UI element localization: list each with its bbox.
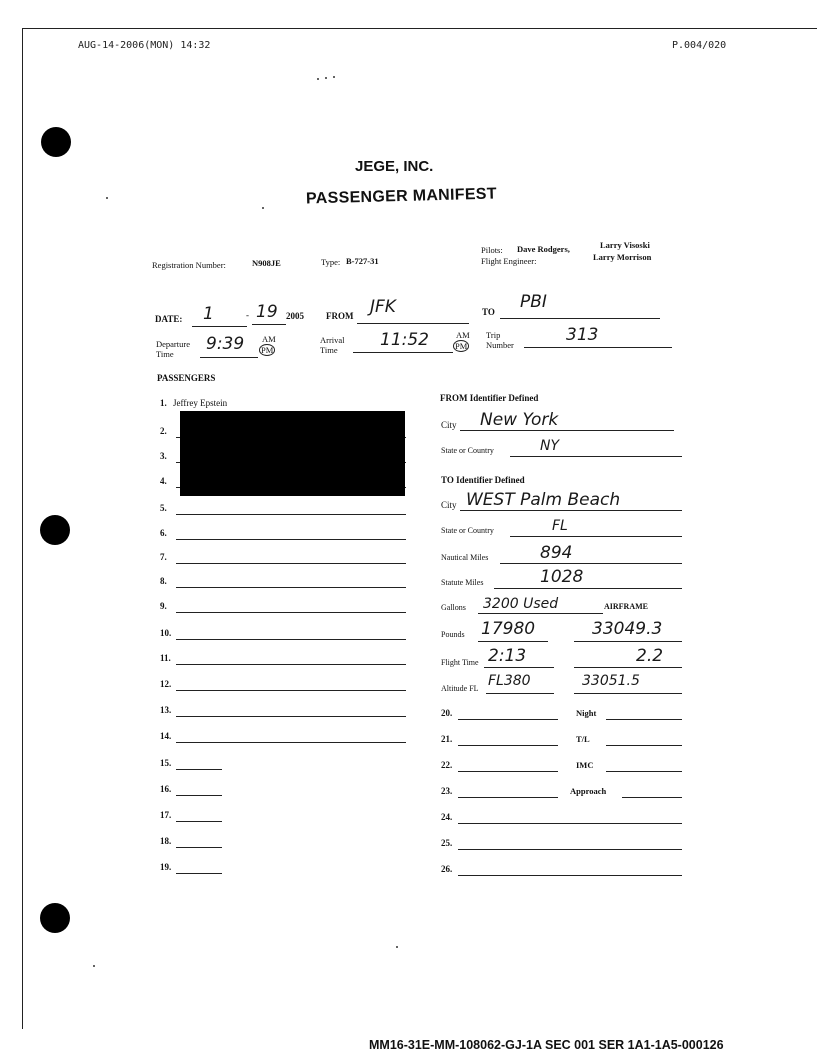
page-title: PASSENGER MANIFEST: [305, 185, 498, 208]
to-value: PBI: [520, 292, 547, 312]
arrival-am: AM: [456, 330, 470, 340]
passenger-row-number: 16.: [160, 784, 172, 794]
to-city-label: City: [441, 500, 457, 510]
pilots-value-2: Larry Visoski: [600, 240, 650, 250]
gallons-value: 3200 Used: [483, 596, 559, 612]
to-line: [500, 318, 660, 319]
scan-speck: [106, 197, 108, 199]
passenger-name-line: [176, 539, 406, 540]
passenger-name-line: [176, 742, 406, 743]
departure-line: [200, 357, 258, 358]
to-identifier-heading: TO Identifier Defined: [441, 475, 525, 485]
date-month-line: [192, 326, 247, 327]
passenger-name-line: [176, 664, 406, 665]
to-state-value: FL: [552, 518, 568, 534]
right-row-extra-label: T/L: [576, 734, 590, 744]
flight-time-line: [484, 667, 554, 668]
date-year: 2005: [286, 311, 304, 321]
departure-label: Departure: [156, 339, 190, 349]
date-label: DATE:: [155, 314, 183, 324]
passenger-name-line: [176, 716, 406, 717]
pounds-line: [478, 641, 548, 642]
to-state-line: [510, 536, 682, 537]
departure-am: AM: [262, 334, 276, 344]
type-value: B-727-31: [346, 256, 379, 266]
arrival-label: Arrival: [320, 335, 345, 345]
statute-miles-value: 1028: [540, 567, 584, 587]
passenger-row-number: 3.: [160, 451, 167, 461]
passenger-row-number: 11.: [160, 653, 171, 663]
engineer-value: Larry Morrison: [593, 252, 652, 262]
passenger-row-number: 17.: [160, 810, 172, 820]
date-day-line: [252, 324, 286, 325]
statute-miles-label: Statute Miles: [441, 578, 484, 587]
binder-hole-bottom: [40, 903, 70, 933]
binder-hole-top: [41, 127, 71, 157]
document-footer-id: MM16-31E-MM-108062-GJ-1A SEC 001 SER 1A1-1A5-000126: [369, 1038, 724, 1052]
trip-value: 313: [566, 325, 599, 345]
right-row-extra-line: [606, 719, 682, 720]
from-label: FROM: [326, 311, 354, 321]
passenger-name-line: [176, 563, 406, 564]
from-city-value: New York: [480, 410, 559, 430]
right-row-line: [458, 875, 682, 876]
fax-page-number: P.004/020: [672, 40, 727, 51]
gallons-line: [478, 613, 603, 614]
passenger-row-number: 7.: [160, 552, 167, 562]
to-state-label: State or Country: [441, 526, 494, 535]
arrival-line: [353, 352, 453, 353]
from-identifier-heading: FROM Identifier Defined: [440, 393, 539, 403]
right-row-number: 26.: [441, 864, 453, 874]
scan-speck: [317, 78, 319, 80]
gallons-label: Gallons: [441, 603, 466, 612]
passenger-row-number: 18.: [160, 836, 172, 846]
right-row-extra-line: [622, 797, 682, 798]
passenger-1-name: Jeffrey Epstein: [173, 398, 228, 408]
altitude-value: FL380: [488, 673, 531, 689]
page-frame: [22, 28, 817, 1029]
date-day-value: 19: [256, 302, 278, 322]
right-row-line: [458, 745, 558, 746]
right-row-number: 20.: [441, 708, 453, 718]
passenger-row-number: 5.: [160, 503, 167, 513]
passenger-row-number: 2.: [160, 426, 167, 436]
engineer-label: Flight Engineer:: [481, 256, 537, 266]
flight-time-value: 2:13: [488, 646, 527, 666]
passenger-row-number: 19.: [160, 862, 172, 872]
arrival-label-time: Time: [320, 345, 338, 355]
passenger-row-number: 8.: [160, 576, 167, 586]
passenger-row-number: 13.: [160, 705, 172, 715]
redaction-box: [180, 411, 405, 496]
passenger-name-line: [176, 769, 222, 770]
right-row-extra-label: Night: [576, 708, 597, 718]
arrival-pm-circled: PM: [455, 341, 468, 351]
to-city-line: [460, 510, 682, 511]
scan-speck: [262, 207, 264, 209]
altitude-airframe-value: 33051.5: [582, 673, 640, 689]
flight-time-label: Flight Time: [441, 658, 479, 667]
passenger-name-line: [176, 690, 406, 691]
departure-label-time: Time: [156, 349, 174, 359]
passenger-name-line: [176, 612, 406, 613]
right-row-line: [458, 771, 558, 772]
right-row-line: [458, 797, 558, 798]
right-row-number: 21.: [441, 734, 453, 744]
company-name: JEGE, INC.: [355, 158, 434, 175]
binder-hole-middle: [40, 515, 70, 545]
right-row-number: 24.: [441, 812, 453, 822]
scan-speck: [93, 965, 95, 967]
pounds-airframe-line: [574, 641, 682, 642]
fax-timestamp: AUG-14-2006(MON) 14:32: [78, 40, 211, 51]
passenger-name-line: [176, 821, 222, 822]
nautical-miles-label: Nautical Miles: [441, 553, 489, 562]
passenger-row-number: 1.: [160, 398, 167, 408]
nautical-miles-line: [500, 563, 682, 564]
right-row-extra-line: [606, 771, 682, 772]
altitude-airframe-line: [574, 693, 682, 694]
right-row-line: [458, 823, 682, 824]
date-separator: -: [246, 310, 249, 320]
from-value: JFK: [370, 297, 396, 317]
passenger-row-number: 6.: [160, 528, 167, 538]
scan-speck: [396, 946, 398, 948]
nautical-miles-value: 894: [540, 543, 573, 563]
right-row-number: 25.: [441, 838, 453, 848]
right-row-extra-label: Approach: [570, 786, 607, 796]
trip-label: Trip: [486, 330, 501, 340]
pounds-label: Pounds: [441, 630, 465, 639]
passenger-name-line: [176, 639, 406, 640]
right-row-line: [458, 719, 558, 720]
from-state-label: State or Country: [441, 446, 494, 455]
statute-miles-line: [494, 588, 682, 589]
from-state-line: [510, 456, 682, 457]
right-row-number: 22.: [441, 760, 453, 770]
passenger-row-number: 14.: [160, 731, 172, 741]
passenger-row-number: 4.: [160, 476, 167, 486]
from-line: [357, 323, 469, 324]
pilots-value: Dave Rodgers,: [517, 244, 570, 254]
right-row-line: [458, 849, 682, 850]
passengers-heading: PASSENGERS: [157, 373, 216, 383]
scan-speck: [333, 76, 335, 78]
from-city-line: [460, 430, 674, 431]
altitude-line: [486, 693, 554, 694]
from-state-value: NY: [540, 438, 560, 454]
passenger-name-line: [176, 847, 222, 848]
pounds-value: 17980: [481, 619, 536, 639]
flight-time-airframe-line: [574, 667, 682, 668]
scan-speck: [325, 77, 327, 79]
passenger-row-number: 15.: [160, 758, 172, 768]
from-city-label: City: [441, 420, 457, 430]
airframe-label: AIRFRAME: [604, 602, 648, 611]
trip-line: [524, 347, 672, 348]
passenger-name-line: [176, 795, 222, 796]
pounds-airframe-value: 33049.3: [592, 619, 663, 639]
altitude-label: Altitude FL: [441, 684, 479, 693]
trip-label-number: Number: [486, 340, 514, 350]
to-city-value: WEST Palm Beach: [466, 490, 621, 510]
registration-label: Registration Number:: [152, 260, 226, 270]
date-month-value: 1: [203, 304, 214, 324]
arrival-value: 11:52: [380, 330, 429, 350]
passenger-row-number: 9.: [160, 601, 167, 611]
right-row-extra-line: [606, 745, 682, 746]
departure-pm-circled: PM: [261, 345, 274, 355]
passenger-name-line: [176, 587, 406, 588]
passenger-name-line: [176, 514, 406, 515]
type-label: Type:: [321, 257, 341, 267]
pilots-label: Pilots:: [481, 245, 503, 255]
passenger-row-number: 10.: [160, 628, 172, 638]
right-row-extra-label: IMC: [576, 760, 594, 770]
passenger-name-line: [176, 873, 222, 874]
flight-time-airframe-value: 2.2: [636, 646, 664, 666]
registration-value: N908JE: [252, 258, 281, 268]
passenger-row-number: 12.: [160, 679, 172, 689]
right-row-number: 23.: [441, 786, 453, 796]
to-label: TO: [482, 307, 495, 317]
departure-value: 9:39: [206, 334, 245, 354]
